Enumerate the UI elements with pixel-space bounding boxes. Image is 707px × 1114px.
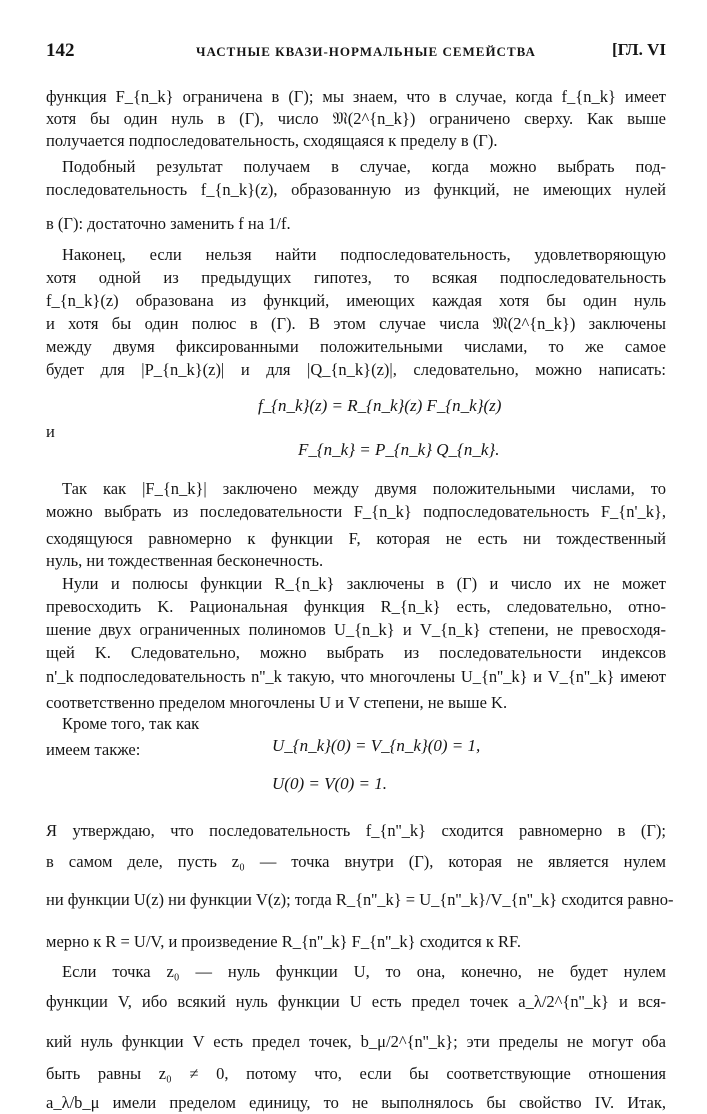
text-line: функция F_{n_k} ограничена в (Γ); мы знаем, что в случае, когда f_{n_k} имеет — [46, 87, 666, 106]
text-line: сходящуюся равномерно к функции F, которая не есть ни тождественный — [46, 529, 666, 548]
chapter-label: [ГЛ. VI — [612, 40, 666, 59]
text-line: и хотя бы один полюс в (Γ). В этом случае числа 𝔐(2^{n_k}) заключены — [46, 314, 666, 333]
text-line: Нули и полюсы функции R_{n_k} заключены в (Γ) и число их не может — [62, 574, 666, 593]
equation: U_{n_k}(0) = V_{n_k}(0) = 1, — [272, 736, 481, 755]
text-line: f_{n_k}(z) образована из функций, имеющих каждая хотя бы один нуль — [46, 291, 666, 310]
equation: U(0) = V(0) = 1. — [272, 774, 387, 793]
text-line: получается подпоследовательность, сходящаяся к пределу в (Γ). — [46, 131, 498, 150]
text-line: можно выбрать из последовательности F_{n_k} подпоследовательность F_{n'_k}, — [46, 502, 666, 521]
text-line: кий нуль функции V есть предел точек, b_μ/2^{n''_k}; эти пределы не могут оба — [46, 1032, 666, 1051]
text-line: соответственно пределом многочлены U и V степени, не выше K. — [46, 693, 508, 712]
text-line: в (Γ): достаточно заменить f на 1/f. — [46, 214, 291, 233]
text-line: n'_k подпоследовательность n''_k такую, что многочлены U_{n''_k} и V_{n''_k} имеют — [46, 667, 666, 686]
text-line: Подобный результат получаем в случае, когда можно выбрать под- — [62, 157, 666, 176]
text-line: Если точка z₀ — нуль функции U, то она, конечно, не будет нулем — [62, 962, 666, 981]
text-line: шение двух ограниченных полиномов U_{n_k} и V_{n_k} степени, не превосходя- — [46, 620, 666, 639]
page-number: 142 — [46, 40, 75, 61]
text-line: между двумя фиксированными положительными числами, то же самое — [46, 337, 666, 356]
text-line: a_λ/b_μ имели пределом единицу, то не выполнялось бы свойство IV. Итак, — [46, 1093, 666, 1112]
text-line: имеем также: — [46, 740, 141, 759]
text-line: будет для |P_{n_k}(z)| и для |Q_{n_k}(z)|, следовательно, можно написать: — [46, 360, 666, 379]
running-header — [46, 36, 666, 66]
text-line: ни функции U(z) ни функции V(z); тогда R_{n''_k} = U_{n''_k}/V_{n''_k} сходится равно- — [46, 890, 674, 909]
text-line: хотя одной из предыдущих гипотез, то всякая подпоследовательность — [46, 268, 666, 287]
text-line: в самом деле, пусть z₀ — точка внутри (Γ), которая не является нулем — [46, 852, 666, 871]
text-line: Я утверждаю, что последовательность f_{n''_k} сходится равномерно в (Γ); — [46, 821, 666, 840]
text-line: щей K. Следовательно, можно выбрать из последовательности индексов — [46, 643, 666, 662]
text-line: Так как |F_{n_k}| заключено между двумя положительными числами, то — [62, 479, 666, 498]
text-line: Наконец, если нельзя найти подпоследовательность, удовлетворяющую — [62, 245, 666, 264]
text-line: Кроме того, так как — [62, 714, 200, 733]
running-title: ЧАСТНЫЕ КВАЗИ-НОРМАЛЬНЫЕ СЕМЕЙСТВА — [196, 44, 536, 59]
book-page — [46, 36, 674, 1112]
text-line: быть равны z₀ ≠ 0, потому что, если бы соответствующие отношения — [46, 1064, 666, 1083]
text-line: нуль, ни тождественная бесконечность. — [46, 551, 324, 570]
text-line: превосходить K. Рациональная функция R_{n_k} есть, следовательно, отно- — [46, 597, 666, 616]
equation: f_{n_k}(z) = R_{n_k}(z) F_{n_k}(z) — [258, 396, 502, 415]
text-line: функции V, ибо всякий нуль функции U есть предел точек a_λ/2^{n''_k} и вся- — [46, 992, 666, 1011]
text-line: мерно к R = U/V, и произведение R_{n''_k} F_{n''_k} сходится к RF. — [46, 932, 522, 951]
text-line: хотя бы один нуль в (Γ), число 𝔐(2^{n_k}) ограничено сверху. Как выше — [46, 109, 666, 128]
text-line: последовательность f_{n_k}(z), образованную из функций, не имеющих нулей — [46, 180, 666, 199]
text-line: и — [46, 422, 55, 441]
equation: F_{n_k} = P_{n_k} Q_{n_k}. — [298, 440, 500, 459]
